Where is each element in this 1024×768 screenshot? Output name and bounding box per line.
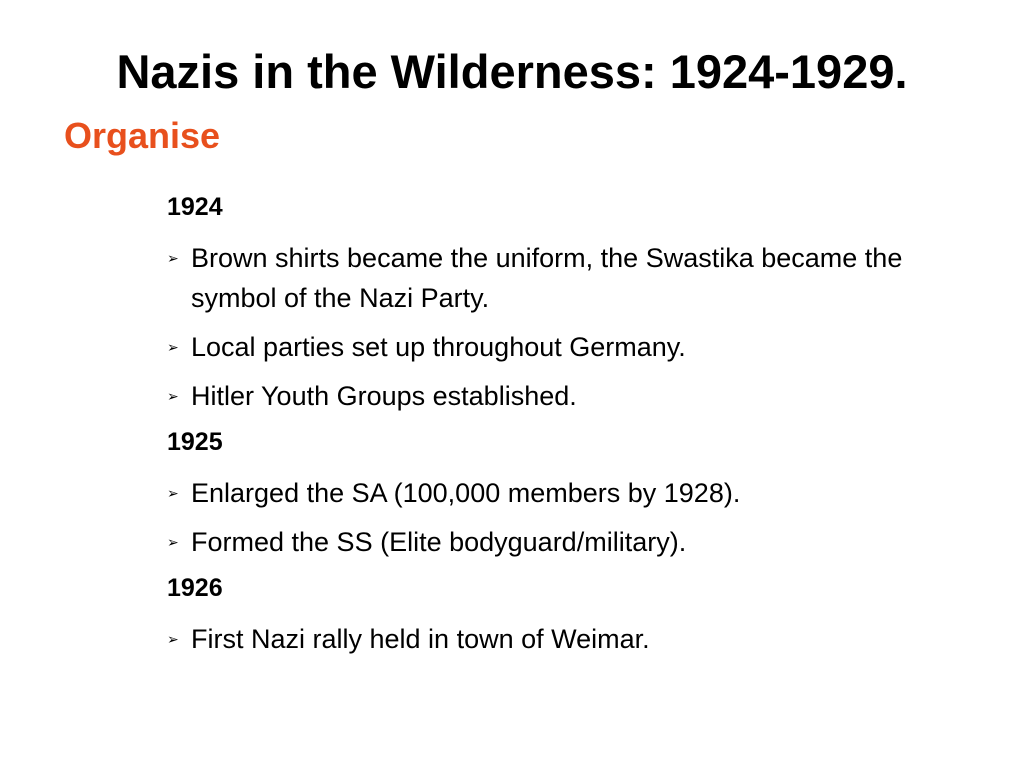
- year-heading-1924: 1924: [167, 193, 223, 221]
- arrowhead-bullet-icon: ➢: [167, 631, 179, 647]
- arrowhead-bullet-icon: ➢: [167, 250, 179, 266]
- bullet-item: [167, 376, 947, 416]
- year-heading-1925: 1925: [167, 428, 223, 456]
- arrowhead-bullet-icon: ➢: [167, 485, 179, 501]
- slide-content: [167, 190, 947, 668]
- bullet-text: Hitler Youth Groups established.: [191, 381, 577, 411]
- arrowhead-bullet-icon: ➢: [167, 388, 179, 404]
- arrowhead-bullet-icon: ➢: [167, 534, 179, 550]
- slide-title: Nazis in the Wilderness: 1924-1929.: [116, 45, 908, 98]
- bullet-item: [167, 473, 947, 513]
- slide-subtitle: Organise: [64, 115, 221, 156]
- bullet-text: Local parties set up throughout Germany.: [191, 332, 686, 362]
- bullet-item: [167, 238, 947, 318]
- year-heading-1926: 1926: [167, 574, 223, 602]
- bullet-item: [167, 327, 947, 367]
- bullet-text: Enlarged the SA (100,000 members by 1928).: [191, 478, 741, 508]
- bullet-text: Formed the SS (Elite bodyguard/military).: [191, 527, 687, 557]
- bullet-text: First Nazi rally held in town of Weimar.: [191, 624, 650, 654]
- arrowhead-bullet-icon: ➢: [167, 339, 179, 355]
- bullet-text: Brown shirts became the uniform, the Swastika became the symbol of the Nazi Party.: [191, 243, 903, 313]
- bullet-item: [167, 522, 947, 562]
- bullet-item: [167, 619, 947, 659]
